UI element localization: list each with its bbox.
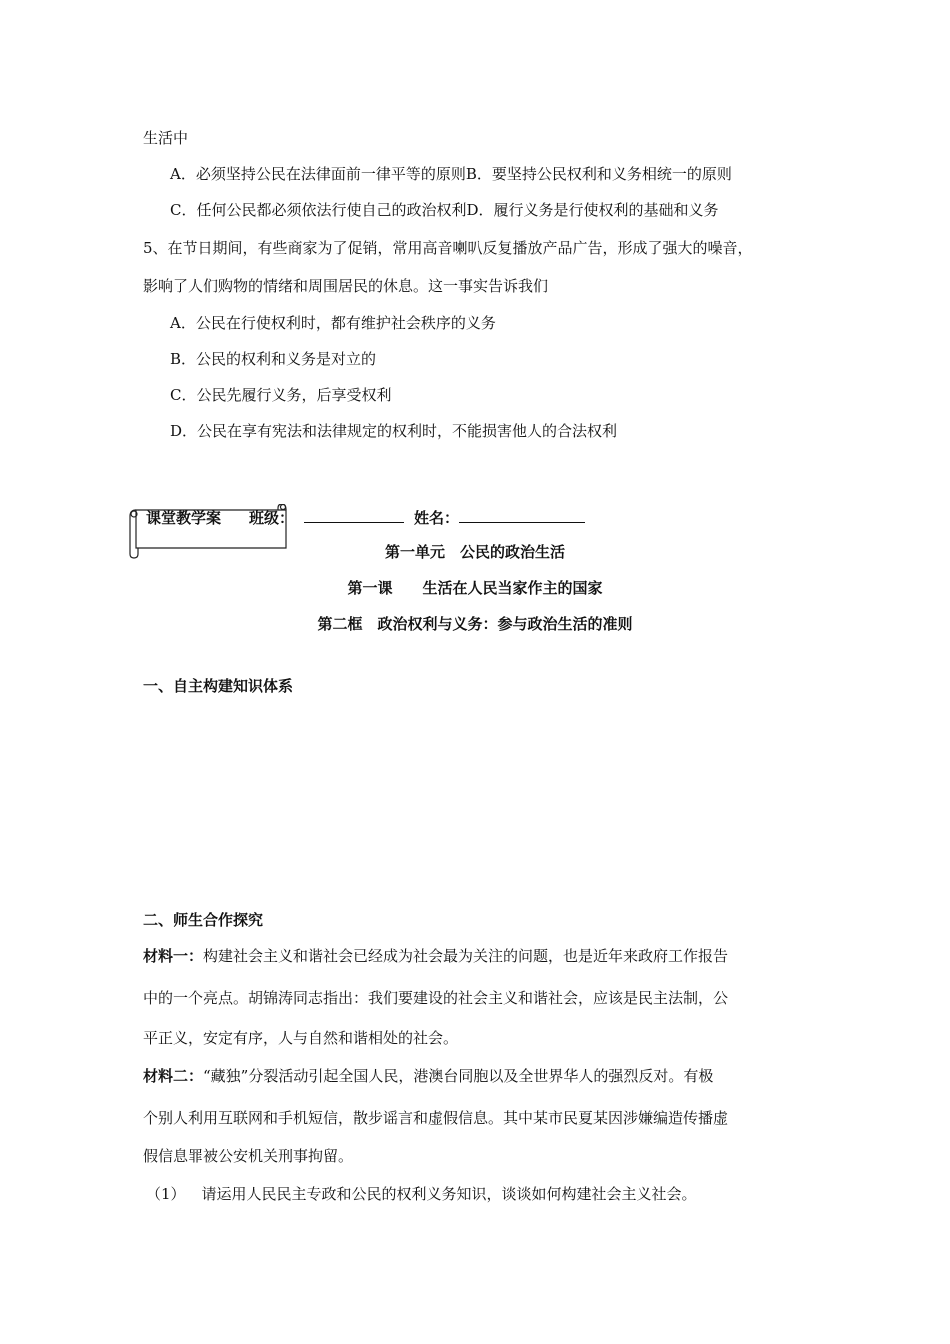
frame-title: 第二框 政治权利与义务：参与政治生活的准则 <box>317 615 633 633</box>
material1-line2: 中的一个亮点。胡锦涛同志指出：我们要建设的社会主义和谐社会，应该是民主法制，公 <box>143 989 729 1007</box>
material2-line3: 假信息罪被公安机关刑事拘留。 <box>143 1147 354 1165</box>
material1-label: 材料一： <box>143 947 204 965</box>
q5-option-a: A．公民在行使权利时，都有维护社会秩序的义务 <box>170 314 496 332</box>
material2-text: “藏独”分裂活动引起全国人民，港澳台同胞以及全世界华人的强烈反对。有极 <box>203 1067 714 1085</box>
material2-line1 <box>143 1066 713 1086</box>
q5-stem-line1: 5、在节日期间，有些商家为了促销，常用高音喇叭反复播放产品广告，形成了强大的噪音， <box>143 239 753 257</box>
class-field[interactable] <box>304 506 404 523</box>
section2-heading: 二、师生合作探究 <box>143 911 264 929</box>
header-line <box>146 506 585 528</box>
q4-options-row1: A．必须坚持公民在法律面前一律平等的原则B．要坚持公民权利和义务相统一的原则 <box>170 165 732 183</box>
material1-text: 构建社会主义和谐社会已经成为社会最为关注的问题，也是近年来政府工作报告 <box>203 947 729 965</box>
lesson-title: 第一课 生活在人民当家作主的国家 <box>347 579 603 597</box>
material2-label: 材料二： <box>143 1067 204 1085</box>
material2-line2: 个别人利用互联网和手机短信，散步谣言和虚假信息。其中某市民夏某因涉嫌编造传播虚 <box>143 1109 729 1127</box>
name-field[interactable] <box>459 506 585 523</box>
unit-title: 第一单元 公民的政治生活 <box>384 543 565 561</box>
q5-option-b: B．公民的权利和义务是对立的 <box>170 350 377 368</box>
class-label: 班级： <box>249 509 295 527</box>
q4-stem-tail: 生活中 <box>143 129 189 147</box>
question1-number: （1） <box>146 1185 186 1203</box>
material1-line1 <box>143 946 728 966</box>
q5-option-d: D．公民在享有宪法和法律规定的权利时，不能损害他人的合法权利 <box>170 422 618 440</box>
q5-stem-line2: 影响了人们购物的情绪和周围居民的休息。这一事实告诉我们 <box>143 277 549 295</box>
question1-text: 请运用人民民主专政和公民的权利义务知识，谈谈如何构建社会主义社会。 <box>201 1185 697 1203</box>
name-label: 姓名： <box>414 509 460 527</box>
section1-heading: 一、自主构建知识体系 <box>143 677 294 695</box>
material1-line3: 平正义，安定有序，人与自然和谐相处的社会。 <box>143 1029 459 1047</box>
q4-options-row2: C．任何公民都必须依法行使自己的政治权利D．履行义务是行使权利的基础和义务 <box>170 201 719 219</box>
case-label: 课堂教学案 <box>146 509 222 527</box>
question1 <box>146 1184 697 1204</box>
q5-option-c: C．公民先履行义务，后享受权利 <box>170 386 392 404</box>
